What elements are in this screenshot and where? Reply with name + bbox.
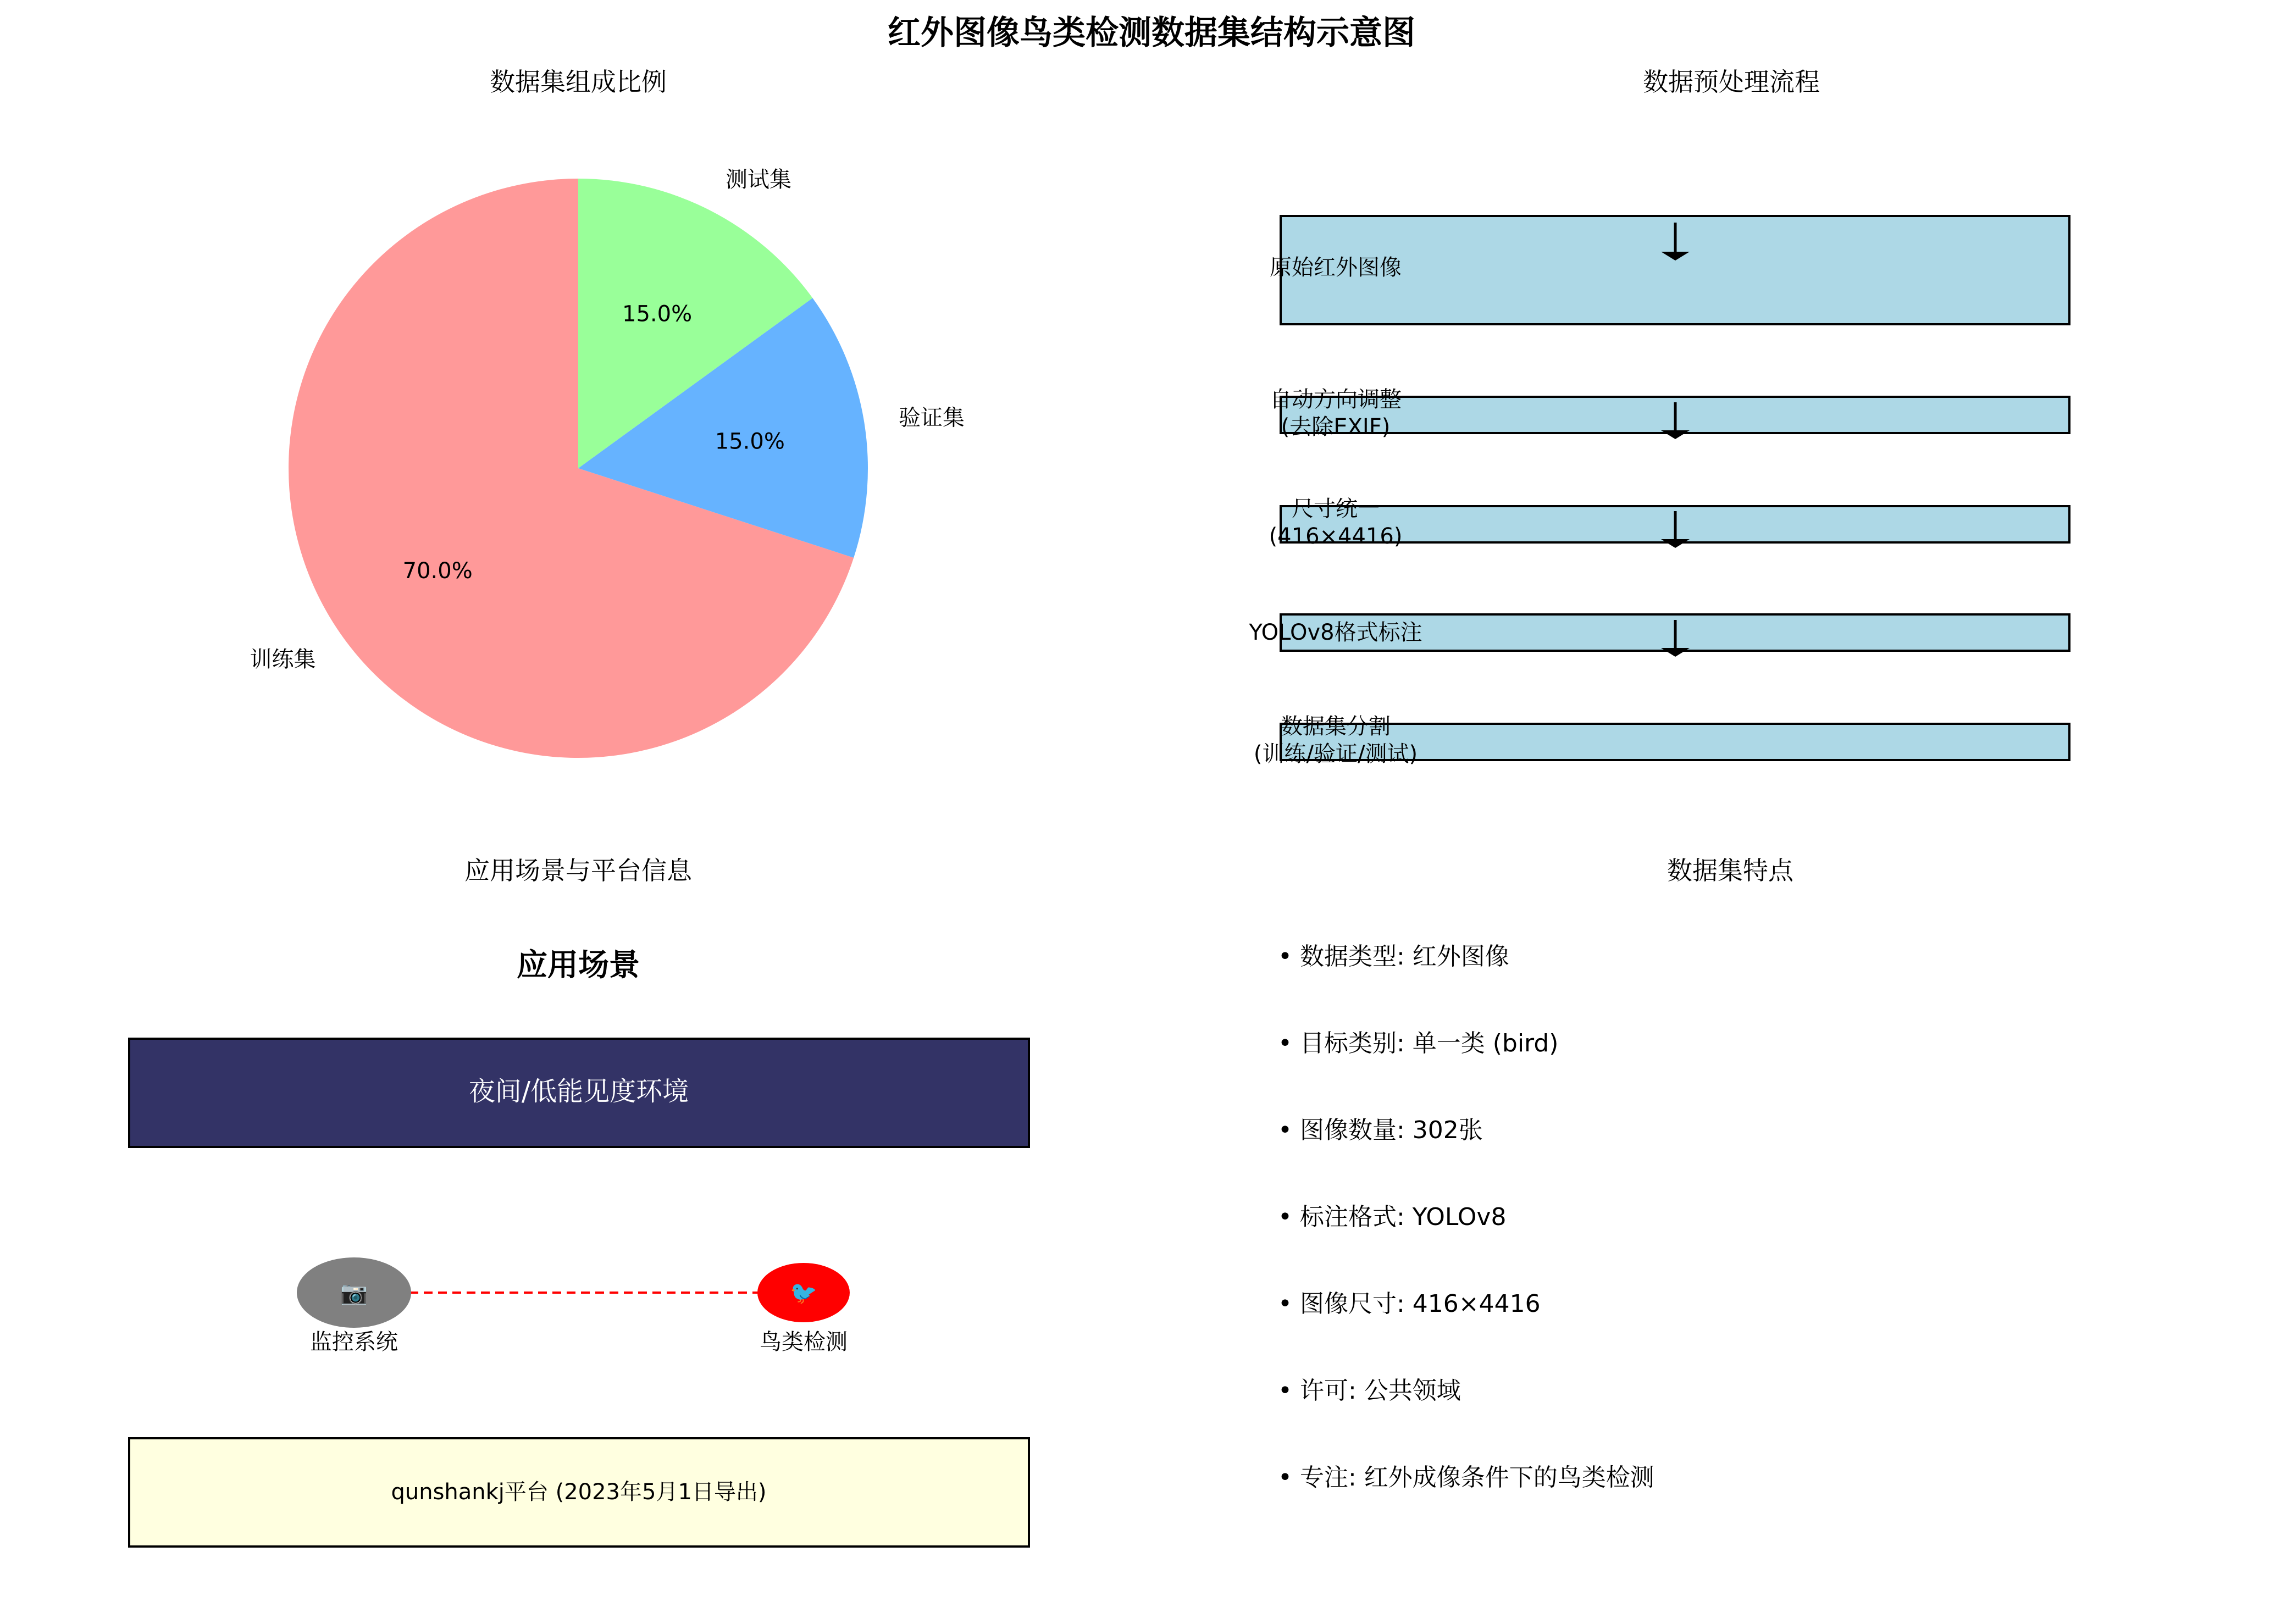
- pie-percent-label: 15.0%: [715, 429, 785, 455]
- pie-category-label: 训练集: [250, 646, 316, 672]
- bird-detection-label: 鸟类检测: [760, 1329, 848, 1355]
- flow-step-label: 数据集分割: [1281, 714, 1391, 739]
- feature-item: • 数据类型: 红外图像: [1278, 943, 1509, 971]
- flow-step-sublabel: (训练/验证/测试): [1253, 741, 1418, 767]
- monitor-system-node: [297, 1257, 411, 1355]
- bird-icon: 🐦: [790, 1281, 817, 1306]
- pie-percent-label: 15.0%: [622, 301, 693, 327]
- pie-panel: [250, 67, 964, 758]
- feature-item: • 图像尺寸: 416×4416: [1278, 1290, 1541, 1318]
- platform-box: [129, 1438, 1029, 1547]
- flow-panel-title: 数据预处理流程: [1643, 67, 1820, 97]
- scene-heading: 应用场景: [517, 947, 640, 983]
- pie-panel-title: 数据集组成比例: [490, 67, 667, 97]
- flow-step-label: 尺寸统一: [1292, 496, 1380, 522]
- camera-icon: 📷: [340, 1281, 368, 1306]
- bird-detection-node: [757, 1263, 850, 1355]
- feature-item: • 图像数量: 302张: [1278, 1116, 1483, 1144]
- flow-step-label: 自动方向调整: [1270, 387, 1402, 412]
- feature-item: • 许可: 公共领域: [1278, 1377, 1461, 1405]
- features-panel-title: 数据集特点: [1667, 856, 1793, 885]
- flow-step-label: YOLOv8格式标注: [1249, 620, 1422, 645]
- scene-panel-title: 应用场景与平台信息: [464, 856, 692, 885]
- flow-step-1: [1270, 216, 2069, 324]
- feature-item: • 目标类别: 单一类 (bird): [1278, 1029, 1559, 1057]
- flow-step-sublabel: (去除EXIF): [1281, 414, 1391, 440]
- flow-step-5: [1254, 714, 2069, 767]
- environment-label: 夜间/低能见度环境: [468, 1076, 689, 1107]
- features-panel: [1278, 856, 1794, 1492]
- environment-box: [129, 1039, 1029, 1147]
- flow-step-label: 原始红外图像: [1270, 255, 1402, 280]
- flow-step-4: [1248, 614, 2069, 651]
- pie-category-label: 验证集: [898, 405, 965, 431]
- figure-title: 红外图像鸟类检测数据集结构示意图: [888, 14, 1415, 52]
- flow-step-sublabel: (416×4416): [1269, 524, 1403, 549]
- pie-chart: [250, 167, 964, 758]
- flow-panel: [1248, 67, 2069, 767]
- pie-category-label: 测试集: [725, 167, 791, 193]
- feature-item: • 标注格式: YOLOv8: [1278, 1203, 1507, 1231]
- pie-percent-label: 70.0%: [402, 558, 473, 584]
- scene-panel: [129, 856, 1029, 1547]
- platform-label: qunshankj平台 (2023年5月1日导出): [391, 1479, 767, 1505]
- monitor-system-label: 监控系统: [310, 1329, 398, 1355]
- feature-item: • 专注: 红外成像条件下的鸟类检测: [1278, 1464, 1654, 1492]
